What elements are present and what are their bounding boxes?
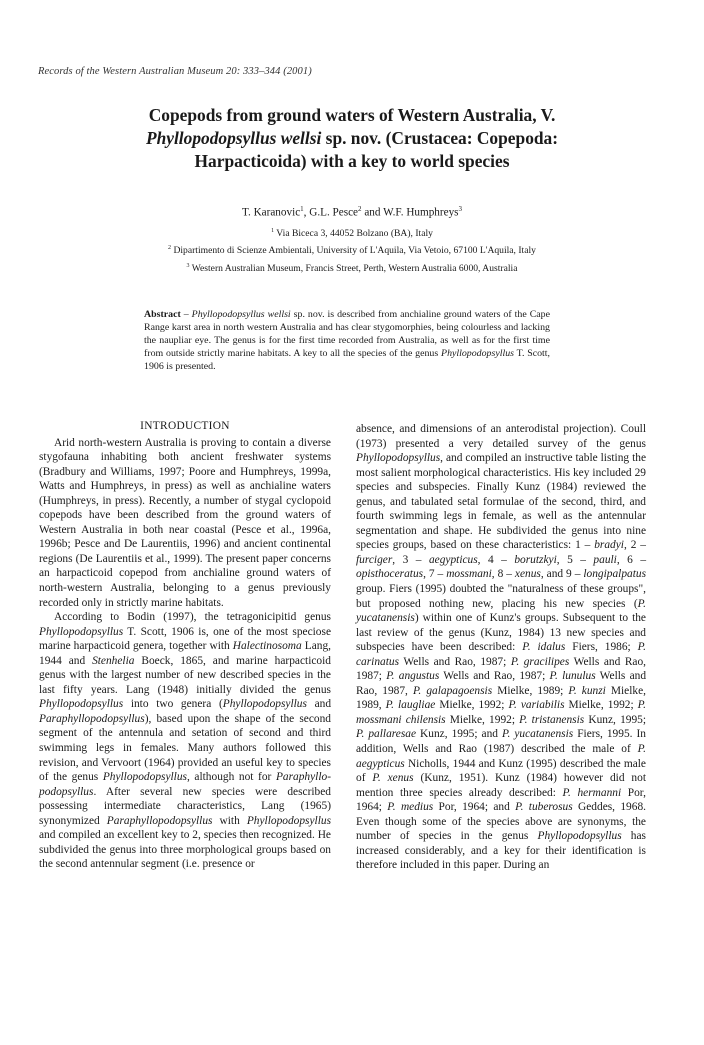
affiliation-3-sup: 3 xyxy=(186,262,190,269)
author-2-sup: 2 xyxy=(358,205,362,213)
r-species-3: P. gracilipes xyxy=(510,655,570,668)
r-species-5: P. lunulus xyxy=(549,670,596,683)
r-species-yucatanensis: P. yucatanensis xyxy=(356,597,646,625)
r-species-2: P. carinatus xyxy=(356,641,646,668)
r-genus-1: Phyllopodopsyllus xyxy=(356,452,441,465)
r-text-29: Por, 1964; and xyxy=(433,801,516,814)
p2-text-g: ), based upon the shape of the second segment of the antennula and setation of second and third swimming legs in females. Many authors followed this revision, and Vervoort (1964) provided an useful key to species of the genus xyxy=(39,712,331,784)
r-text-28: Por, 1964; xyxy=(356,786,646,814)
abstract-text-1: sp. nov. is described from anchialine ground waters of the Cape Range karst area in north western Australia and has clear stygomorphies, being colourless and lacking the naupliar eye. The genus is for the first time recorded from Australia, as well as for the first time from outside strictly marine habitats. A key to all the species of the genus xyxy=(144,309,550,359)
title-line-3: Harpacticoida) with a key to world species xyxy=(194,151,510,171)
r-species-18: P. tuberosus xyxy=(515,801,573,814)
r-species-11: P. tristanensis xyxy=(519,713,585,726)
title-line-1: Copepods from ground waters of Western Australia, V. xyxy=(148,105,556,125)
abstract-dash: – xyxy=(180,309,192,320)
r-text-14: Wells and Rao, 1987; xyxy=(399,655,511,668)
running-head: Records of the Western Australian Museum 20: 333–344 (2001) xyxy=(38,66,312,77)
r-text-11: group. Fiers (1995) doubted the "naturalness of these groups", but proposed nothing new, placing his new species ( xyxy=(356,583,646,610)
r-text-10: , and 9 – xyxy=(540,568,584,581)
r-text-16: Wells and Rao, 1987; xyxy=(439,670,550,683)
r-text-26: Nicholls, 1944 and Kunz (1995) described the male of xyxy=(356,757,646,785)
title-line-2-rest: sp. nov. (Crustacea: Copepoda: xyxy=(321,128,559,148)
r-text-23: Kunz, 1995; xyxy=(584,713,647,726)
intro-paragraph-2-continued xyxy=(356,422,646,873)
intro-paragraph-2 xyxy=(39,610,331,872)
affiliation-1 xyxy=(60,224,644,241)
author-list xyxy=(60,205,644,219)
r-species-17: P. medius xyxy=(387,801,434,814)
r-species-15: P. xenus xyxy=(372,772,414,785)
r-group-6: opisthoceratus xyxy=(356,568,424,581)
p2-genus-1: Phyllopodopsyllus xyxy=(39,625,124,638)
p2-text-k: and compiled an excellent key to 2, species then recognized. He subdivided the genus into three morphological groups based on the second antennular segment (i.e. presence or xyxy=(39,829,331,871)
r-group-3: aegypticus xyxy=(428,553,478,566)
r-text-7: , 6 – xyxy=(616,553,647,566)
r-text-15: Wells and Rao, 1987; xyxy=(356,655,647,683)
p2-text-c: Lang, 1944 and xyxy=(39,640,331,667)
r-text-3: , 2 – xyxy=(623,539,646,552)
r-species-16: P. hermanni xyxy=(562,786,622,799)
title-species: Phyllopodopsyllus wellsi xyxy=(145,128,322,148)
r-group-5: pauli xyxy=(593,553,617,566)
abstract-text-2: T. Scott, 1906 is presented. xyxy=(144,347,551,372)
affiliation-2-text: Dipartimento di Scienze Ambientali, University of L'Aquila, Via Vetoio, 67100 L'Aquila, Italy xyxy=(171,245,536,257)
affiliation-3 xyxy=(60,259,644,276)
r-text-27: (Kunz, 1951). Kunz (1984) however did not mention three species already described: xyxy=(356,772,646,799)
r-species-8: P. laugliae xyxy=(385,699,436,712)
abstract-genus: Phyllopodopsyllus xyxy=(441,347,514,359)
r-text-24: Kunz, 1995; and xyxy=(416,728,502,741)
abstract-species: Phyllopodopsyllus wellsi xyxy=(191,309,291,320)
author-3: and W.F. Humphreys xyxy=(361,206,459,219)
left-column xyxy=(39,419,331,872)
p2-genus-2: Halectinosoma xyxy=(232,640,302,653)
affiliations xyxy=(60,224,644,276)
r-species-1: P. idalus xyxy=(522,641,566,654)
r-species-7: P. kunzi xyxy=(568,684,606,697)
r-text-12: ) within one of Kunz's groups. Subsequent to the last review of the genus (Kunz, 1984) 13 new species and subspecies have been described: xyxy=(356,612,646,654)
r-species-12: P. pallaresae xyxy=(356,728,417,741)
p2-text-d: Boeck, 1865, and marine harpacticoid genus with the largest number of new described species in the last fifty years. Lang (1948) initially divided the genus xyxy=(39,654,331,696)
r-text-2: , and compiled an instructive table listing the most salient morphological characteristics. His key included 29 species and subspecies. Finally Kunz (1984) reviewed the genus, and tabulated setal formulae of the second, third, and fourth swimming legs in female, as well as the antennular segmentation and shape. He subdivided the genus into nine species groups, based on these characteristics: 1 – xyxy=(356,452,646,552)
r-text-6: , 5 – xyxy=(556,553,594,566)
author-2: , G.L. Pesce xyxy=(303,206,359,219)
p2-genus-3: Stenhelia xyxy=(92,654,135,667)
right-column xyxy=(356,422,646,873)
r-group-2: furciger xyxy=(356,553,393,566)
affiliation-3-text: Western Australian Museum, Francis Street, Perth, Western Australia 6000, Australia xyxy=(189,262,518,274)
affiliation-2-sup: 2 xyxy=(168,245,172,252)
p2-genus-10: Phyllopodopsyllus xyxy=(246,814,331,827)
r-group-4: borutzkyi xyxy=(514,553,557,566)
p2-genus-6: Paraphyllopodopsyllus xyxy=(39,712,145,725)
r-text-25: Fiers, 1995. In addition, Wells and Rao (1987) described the male of xyxy=(356,728,646,756)
r-text-18: Mielke, 1989; xyxy=(492,684,569,697)
affiliation-1-text: Via Biceca 3, 44052 Bolzano (BA), Italy xyxy=(274,228,433,240)
r-species-4: P. angustus xyxy=(386,670,440,683)
r-group-7: mossmani xyxy=(446,568,492,581)
p2-genus-9: Paraphyllopodopsyllus xyxy=(106,814,213,827)
r-group-9: longipalpatus xyxy=(583,568,647,581)
abstract-label: Abstract xyxy=(144,309,181,320)
author-1-sup: 1 xyxy=(300,205,304,213)
p2-text-a: According to Bodin (1997), the tetragonicipitid genus xyxy=(54,611,331,624)
r-species-13: P. yucatanensis xyxy=(502,728,574,741)
r-species-10: P. mossmani chilensis xyxy=(356,699,647,726)
r-text-1: absence, and dimensions of an anterodistal projection). Coull (1973) presented a very detailed survey of the genus xyxy=(356,423,646,450)
r-text-8: , 7 – xyxy=(423,568,447,581)
p2-text-h: , although not for xyxy=(186,771,276,784)
section-heading-introduction: INTRODUCTION xyxy=(140,420,230,432)
title-line-2 xyxy=(60,127,644,150)
affiliation-1-sup: 1 xyxy=(271,228,275,234)
paper-title xyxy=(60,104,644,173)
r-group-1: bradyi xyxy=(594,539,624,552)
r-text-17: Wells and Rao, 1987, xyxy=(356,670,647,697)
r-species-6: P. galapagoensis xyxy=(412,684,493,697)
r-text-31: has increased considerably, and a key for their identification is therefore included in this paper. During an xyxy=(356,830,646,872)
r-group-8: xenus xyxy=(514,568,541,581)
p2-genus-8: Paraphyllo-podopsyllus xyxy=(39,771,331,798)
r-text-13: Fiers, 1986; xyxy=(565,641,638,654)
p2-text-e: into two genera ( xyxy=(123,698,223,711)
author-1: T. Karanovic xyxy=(241,206,301,219)
r-text-9: , 8 – xyxy=(491,568,515,581)
p2-genus-4: Phyllopodopsyllus xyxy=(39,698,124,711)
r-text-21: Mielke, 1992; xyxy=(564,699,638,712)
p2-text-j: with xyxy=(212,814,247,827)
p2-genus-5: Phyllopodopsyllus xyxy=(222,698,307,711)
p2-text-f: and xyxy=(306,698,332,711)
author-3-sup: 3 xyxy=(458,205,463,213)
p2-text-i: . After several new species were described possessing intermediate characteristics, Lang (1965) synonymized xyxy=(39,785,331,827)
r-species-9: P. variabilis xyxy=(508,699,565,712)
r-genus-2: Phyllopodopsyllus xyxy=(537,830,622,843)
r-text-5: , 4 – xyxy=(477,553,515,566)
abstract xyxy=(144,309,550,374)
r-text-20: Mielke, 1992; xyxy=(435,699,509,712)
r-text-19: Mielke, 1989, xyxy=(356,684,646,712)
r-species-14: P. aegypticus xyxy=(356,743,646,770)
intro-paragraph-1: Arid north-western Australia is proving to contain a diverse stygofauna inhabiting both ancient freshwater systems (Bradbury and Williams, 1997; Poore and Humphreys, 1999a, Watts and Humphreys, in press) as well as anchialine waters (Humphreys, in press). Recently, a number of stygal cyclopoid copepods have been described from the ground waters of Western Australia in both near coastal (Pesce et al., 1996a, 1996b; Pesce and De Laurentiis, 1996) and ancient continental regions (De Laurentiis et al., 1999). The present paper concerns an harpacticoid copepod from anchialine ground waters of north-western Australia, belonging to a genus previously recorded only in strictly marine habitats. xyxy=(39,436,331,609)
p2-text-b: T. Scott, 1906 is, one of the most speciose marine harpacticoid genera, together with xyxy=(39,625,331,653)
affiliation-2 xyxy=(60,241,644,258)
p2-genus-7: Phyllopodopsyllus xyxy=(102,771,187,784)
r-text-30: Geddes, 1968. Even though some of the species above are synonyms, the number of species in the genus xyxy=(356,801,646,843)
r-text-22: Mielke, 1992; xyxy=(445,713,520,726)
r-text-4: , 3 – xyxy=(392,553,429,566)
